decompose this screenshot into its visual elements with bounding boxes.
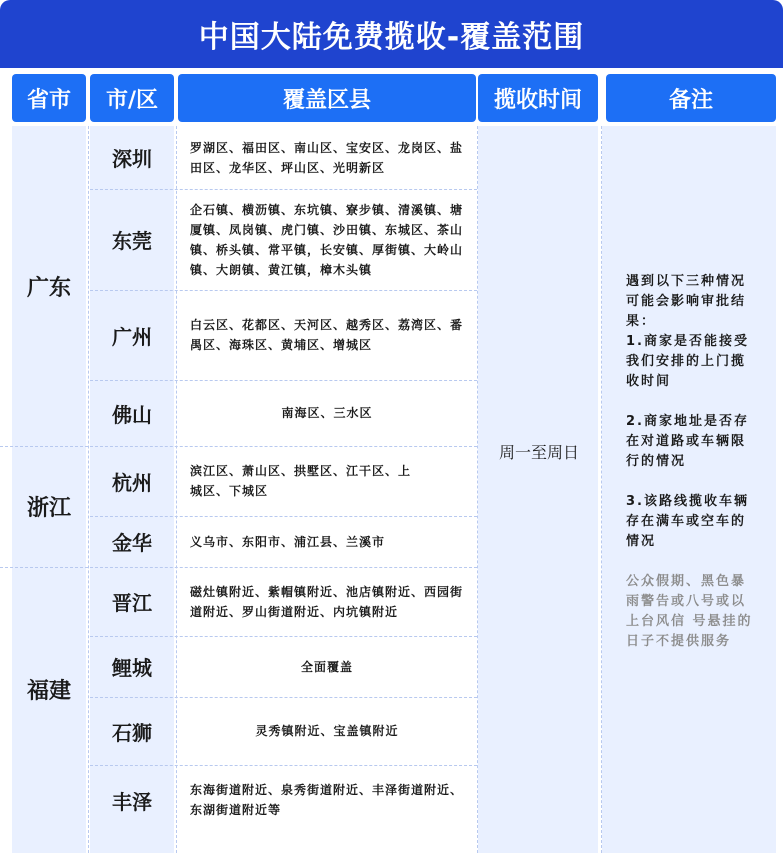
coverage-cell: 白云区、花都区、天河区、越秀区、荔湾区、番禺区、海珠区、黄埔区、增城区	[190, 318, 464, 352]
coverage-cell: 灵秀镇附近、宝盖镇附近	[255, 724, 399, 738]
pickup-time-value: 周一至周日	[498, 442, 579, 462]
city-cell: 佛山	[112, 402, 152, 427]
city-cell: 杭州	[112, 470, 152, 495]
column-divider	[88, 126, 89, 853]
city-cell: 广州	[112, 324, 152, 349]
notes-disclaimer: 公众假期、黑色暴雨警告或八号或以上台风信 号悬挂的日子不提供服务	[626, 574, 753, 649]
notes-text	[626, 272, 754, 552]
province-guangdong: 广东	[26, 275, 71, 301]
column-divider	[176, 126, 177, 853]
title-bar	[0, 0, 783, 68]
notes-item: 3.该路线揽收车辆存在满车或空车的情况	[626, 494, 749, 549]
header-province: 省市	[12, 74, 86, 122]
coverage-cell: 南海区、三水区	[281, 406, 373, 420]
city-cell: 金华	[112, 531, 152, 555]
coverage-cell: 东海街道附近、泉秀街道附近、丰泽街道附近、东湖街道附近等	[190, 783, 464, 817]
notes-item: 1.商家是否能接受我们安排的上门揽收时间	[626, 334, 749, 389]
coverage-cell: 罗湖区、福田区、南山区、宝安区、龙岗区、盐田区、龙华区、坪山区、光明新区	[190, 140, 464, 175]
column-divider	[477, 126, 478, 853]
city-cell: 晋江	[112, 591, 152, 615]
column-divider	[601, 126, 602, 853]
city-cell: 深圳	[112, 147, 152, 171]
city-cell: 石狮	[112, 720, 152, 745]
coverage-cell: 义乌市、东阳市、浦江县、兰溪市	[190, 534, 386, 549]
header-coverage: 覆盖区县	[178, 74, 476, 122]
notes-intro: 遇到以下三种情况可能会影响审批结果：	[626, 274, 747, 329]
province-zhejiang: 浙江	[26, 496, 71, 521]
coverage-cell: 全面覆盖	[300, 659, 353, 674]
city-cell: 丰泽	[112, 789, 152, 814]
coverage-cell: 滨江区、萧山区、拱墅区、江干区、上城区、下城区	[190, 464, 412, 498]
coverage-cell: 企石镇、横沥镇、东坑镇、寮步镇、清溪镇、塘厦镇、凤岗镇、虎门镇、沙田镇、东城区、茶山镇、桥头镇、常平镇，长安镇、厚街镇、大岭山镇、大朗镇、黄江镇，樟木头镇	[190, 202, 464, 277]
notes-item: 2.商家地址是否存在对道路或车辆限行的情况	[626, 414, 749, 469]
city-cell: 鲤城	[112, 656, 152, 680]
page-title: 中国大陆免费揽收-覆盖范围	[198, 20, 585, 55]
header-pickup-time: 揽收时间	[478, 74, 598, 122]
province-fujian: 福建	[26, 679, 71, 704]
city-cell: 东莞	[112, 229, 152, 253]
header-notes: 备注	[606, 74, 776, 122]
header-city: 市/区	[90, 74, 174, 122]
pickup-time-column	[478, 126, 598, 853]
coverage-cell: 磁灶镇附近、紫帽镇附近、池店镇附近、西园街道附近、罗山街道附近、内坑镇附近	[190, 584, 464, 619]
